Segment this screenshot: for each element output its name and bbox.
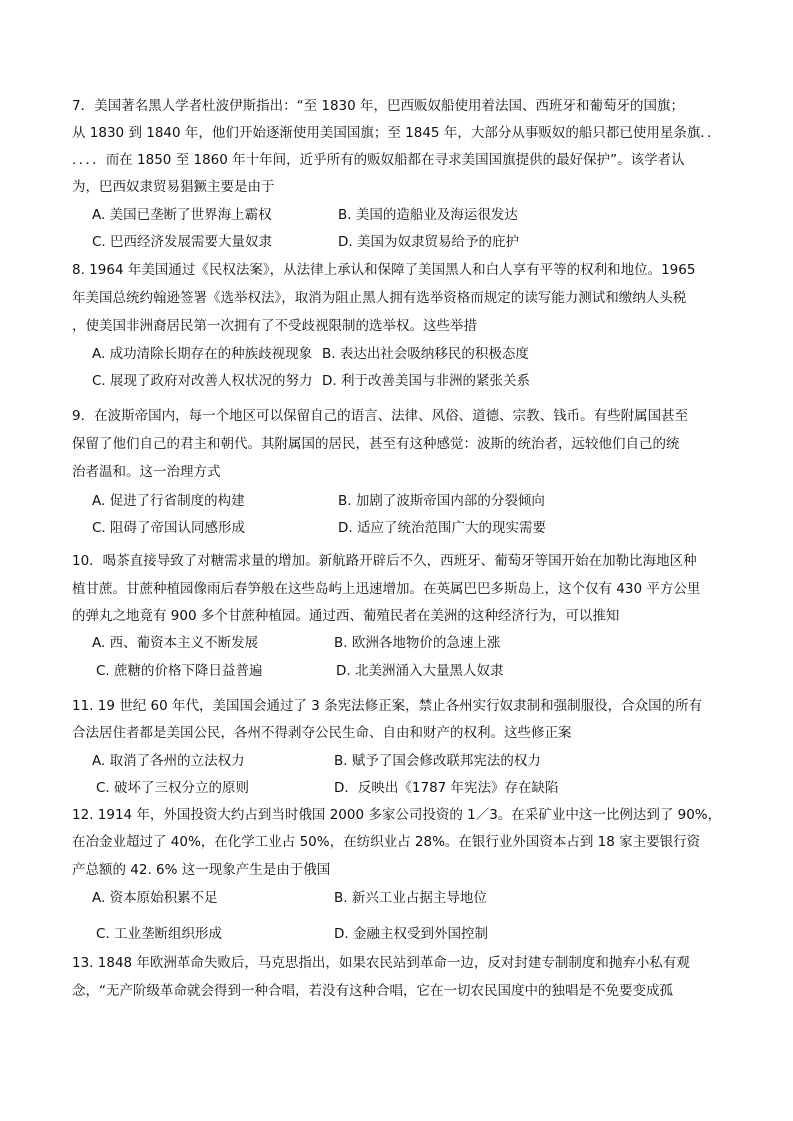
question-text: 治者温和。这一治理方式 [72, 464, 221, 480]
question-text: 合法居住者都是美国公民，各州不得剥夺公民生命、自由和财产的权利。这些修正案 [72, 725, 572, 741]
option-b: B. 加剧了波斯帝国内部的分裂倾向 [338, 493, 545, 509]
question-text: 11. 19 世纪 60 年代，美国国会通过了 3 条宪法修正案，禁止各州实行奴隶制和强制服役，合众国的所有 [72, 698, 703, 714]
option-d: D. 北美洲涌入大量黑人奴隶 [336, 663, 504, 679]
question-text: 为，巴西奴隶贸易猖獗主要是由于 [72, 179, 275, 195]
question-text: 的弹丸之地竟有 900 多个甘蔗种植园。通过西、葡殖民者在美洲的这种经济行为，可以推知 [72, 608, 620, 624]
question-text: 12. 1914 年，外国投资大约占到当时俄国 2000 多家公司投资的 1／3。在采矿业中这一比例达到了 90%， [72, 807, 722, 823]
question-text: 保留了他们自己的君主和朝代。其附属国的居民，甚至有这种感觉：波斯的统治者，远较他们自己的统 [72, 436, 680, 452]
option-d: D. 利于改善美国与非洲的紧张关系 [322, 373, 530, 389]
option-a: A. 促进了行省制度的构建 [92, 493, 245, 509]
option-d: D. 美国为奴隶贸易给予的庇护 [338, 234, 519, 250]
question-text: 9．在波斯帝国内，每一个地区可以保留自己的语言、法律、风俗、道德、宗教、钱币。有些附属国甚至 [72, 408, 689, 424]
question-text: 在冶金业超过了 40%，在化学工业占 50%，在纺织业占 28%。在银行业外国资本占到 18 家主要银行资 [72, 834, 701, 850]
option-c: C. 工业垄断组织形成 [96, 926, 223, 942]
question-text: 植甘蔗。甘蔗种植园像雨后春笋般在这些岛屿上迅速增加。在英属巴巴多斯岛上，这个仅有 430 平方公里 [72, 581, 701, 597]
question-text: 念，“无产阶级革命就会得到一种合唱，若没有这种合唱，它在一切农民国度中的独唱是不免要变成孤 [72, 983, 673, 999]
question-text: 8. 1964 年美国通过《民权法案》，从法律上承认和保障了美国黑人和白人享有平等的权利和地位。1965 [72, 262, 696, 278]
option-d: D．反映出《1787 年宪法》存在缺陷 [334, 780, 559, 796]
option-c: C. 巴西经济发展需要大量奴隶 [92, 234, 273, 250]
option-d: D. 适应了统治范围广大的现实需要 [338, 520, 546, 536]
option-a: A. 美国已垄断了世界海上霸权 [92, 207, 272, 223]
option-b: B. 新兴工业占据主导地位 [334, 890, 487, 906]
option-d: D. 金融主权受到外国控制 [334, 926, 488, 942]
question-text: 从 1830 到 1840 年，他们开始逐渐使用美国国旗；至 1845 年，大部分从事贩奴的船只都已使用星条旗．． [72, 125, 721, 141]
question-text: ，使美国非洲裔居民第一次拥有了不受歧视限制的选举权。这些举措 [72, 318, 477, 334]
option-c: C. 展现了政府对改善人权状况的努力 [92, 373, 313, 389]
question-text: 7．美国著名黑人学者杜波伊斯指出：“至 1830 年，巴西贩奴船使用着法国、西班牙和葡萄牙的国旗； [72, 98, 685, 114]
question-text: 13. 1848 年欧洲革命失败后，马克思指出，如果农民站到革命一边，反对封建专制制度和抛弃小私有观 [72, 955, 690, 971]
option-b: B. 赋予了国会修改联邦宪法的权力 [334, 753, 541, 769]
question-text: 产总额的 42. 6% 这一现象产生是由于俄国 [72, 862, 331, 878]
option-a: A. 成功清除长期存在的种族歧视现象 [92, 346, 313, 362]
option-c: C. 阻碍了帝国认同感形成 [92, 520, 246, 536]
option-b: B. 美国的造船业及海运很发达 [338, 207, 518, 223]
option-c: C. 破坏了三权分立的原则 [96, 780, 250, 796]
option-c: C. 蔗糖的价格下降日益普遍 [96, 663, 263, 679]
question-text: 10．喝茶直接导致了对糖需求量的增加。新航路开辟后不久，西班牙、葡萄牙等国开始在加勒比海地区种 [72, 553, 697, 569]
option-b: B. 欧洲各地物价的急速上涨 [334, 635, 501, 651]
option-a: A. 取消了各州的立法权力 [92, 753, 245, 769]
option-a: A. 西、葡资本主义不断发展 [92, 635, 259, 651]
option-a: A. 资本原始积累不足 [92, 890, 218, 906]
question-text: ．．．．而在 1850 至 1860 年十年间，近乎所有的贩奴船都在寻求美国国旗提供的最好保护”。该学者认 [72, 152, 685, 168]
question-text: 年美国总统约翰逊签署《选举权法》，取消为阻止黑人拥有选举资格而规定的读写能力测试和缴纳人头税 [72, 290, 687, 306]
option-b: B. 表达出社会吸纳移民的积极态度 [322, 346, 529, 362]
